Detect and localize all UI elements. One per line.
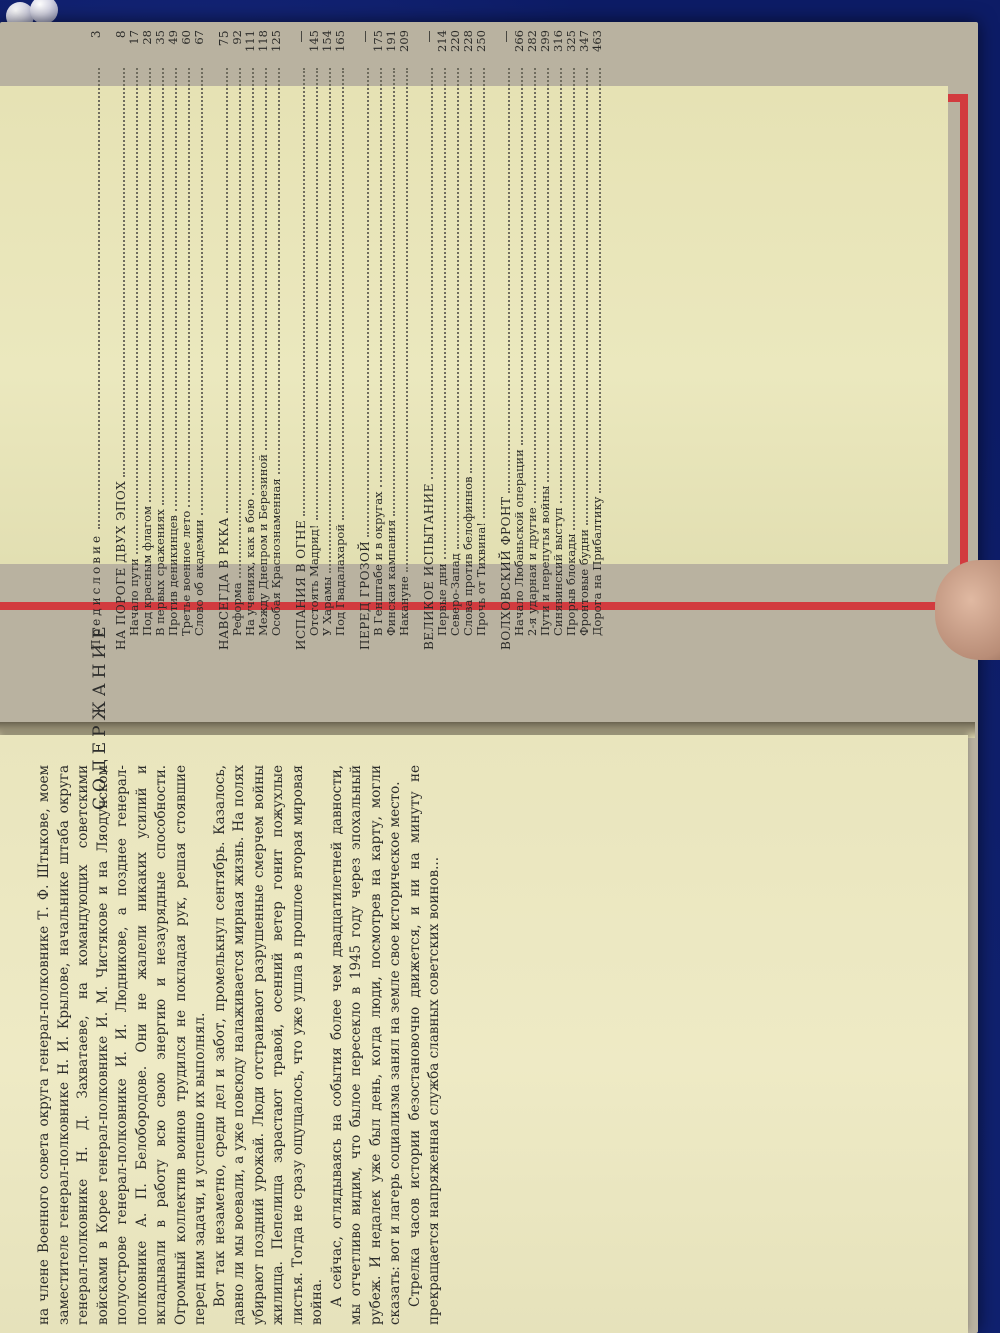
- toc-leader-dots: [168, 68, 177, 511]
- toc-entry-page: 228: [461, 30, 475, 52]
- toc-entry-label: Прорыв блокады: [564, 533, 578, 636]
- toc-entry-label: У Харамы: [320, 576, 334, 636]
- body-text: [35, 765, 555, 1325]
- toc-entry-page: —: [499, 30, 513, 43]
- toc-section-row: [423, 30, 436, 650]
- toc-entry-label: ВОЛХОВСКИЙ ФРОНТ: [499, 496, 513, 650]
- toc-leader-dots: [501, 68, 510, 493]
- toc-entry-label: На учениях, как в бою: [243, 499, 257, 636]
- toc-entry-label: Третье военное лето: [179, 510, 193, 636]
- toc-entry-label: Синявинский выступ: [551, 507, 565, 636]
- toc-entry-page: 17: [127, 30, 141, 45]
- toc-entry-page: 282: [525, 30, 539, 52]
- toc-entry-label: Особая Краснознаменная: [269, 478, 283, 636]
- toc-leader-dots: [116, 68, 125, 477]
- toc-leader-dots: [566, 68, 575, 530]
- toc-entry-label: ВЕЛИКОЕ ИСПЫТАНИЕ: [422, 483, 436, 650]
- toc-leader-dots: [579, 68, 588, 525]
- toc-entry-label: 2-я ударная и другие: [525, 507, 539, 636]
- toc-entry-label: Между Днепром и Березиной: [256, 454, 270, 636]
- toc-entry-row: [270, 30, 283, 650]
- toc-entry-label: ПЕРЕД ГРОЗОЙ: [358, 540, 372, 650]
- toc-entry-label: В первых сражениях: [153, 509, 167, 636]
- toc-entry-label: Против деникинцев: [166, 515, 180, 636]
- toc-entry-label: Финская кампания: [384, 519, 398, 636]
- toc-entry-page: 299: [538, 30, 552, 52]
- toc-entry-label: Под Гвадалахарой: [333, 523, 347, 636]
- toc-leader-dots: [194, 68, 203, 515]
- body-paragraph: на члене Военного совета округа генерал-полковнике Т. Ф. Штыкове, моем заместителе генерал-полковнике Н. И. Крылове, начальнике штаба округа генерал-полковнике Н. Д. Захватаеве, на командующих советскими войсками в Корее генерал-полковнике И. М. Чистякове и на Ляодунском полуострове генерал-полковнике И. И. Людникове, а позднее генерал-полковнике А. П. Белобородове. Они не жалели никаких усилий и вкладывали в работу всю свою энергию и незаурядные способности. Огромный коллектив воинов трудился не покладая рук, решая стоявшие перед ним задачи, и успешно их выполнял.: [36, 765, 208, 1325]
- toc-leader-dots: [399, 68, 408, 572]
- toc-entry-page: 154: [320, 30, 334, 52]
- toc-entry-page: 347: [577, 30, 591, 52]
- toc-entry-row: [193, 30, 206, 650]
- toc-entry-page: 316: [551, 30, 565, 52]
- toc-leader-dots: [514, 68, 523, 445]
- toc-entry-label: Пути и перепутья войны: [538, 485, 552, 636]
- toc-entry-page: 250: [474, 30, 488, 52]
- toc-leader-dots: [181, 68, 190, 507]
- toc-entry-page: —: [294, 30, 308, 43]
- toc-entry-label: В Генштабе и в округах: [371, 491, 385, 636]
- toc-entry-page: 60: [179, 30, 193, 45]
- toc-entry-page: 463: [590, 30, 604, 52]
- toc-leader-dots: [373, 68, 382, 487]
- toc-entry-page: 28: [140, 30, 154, 45]
- toc-entry-page: 145: [307, 30, 321, 52]
- toc-entry-label: Дорога на Прибалтику: [590, 496, 604, 636]
- toc-leader-dots: [155, 68, 164, 505]
- toc-entry-label: Слово об академии: [192, 519, 206, 636]
- toc-entry-page: 191: [384, 30, 398, 52]
- toc-entry-page: 67: [192, 30, 206, 45]
- toc-entry-label: Предисловие: [89, 532, 103, 650]
- toc-entry-row: [398, 30, 411, 650]
- toc-leader-dots: [258, 68, 267, 450]
- toc-entry-label: Начало Любаньской операции: [512, 449, 526, 636]
- toc-entry-page: 49: [166, 30, 180, 45]
- toc-leader-dots: [129, 68, 138, 554]
- toc-leader-dots: [463, 68, 472, 473]
- toc-leader-dots: [553, 68, 562, 503]
- toc-entry-row: [591, 30, 604, 650]
- body-paragraph: Вот так незаметно, среди дел и забот, промелькнул сентябрь. Казалось, давно ли мы воевали, а уже повсюду налаживается мирная жизнь. На полях убирают поздний урожай. Люди отстраивают разрушенные смерчем войны жилища. Пепелища зарастают травой, осенний ветер гонит пожухлые листья. Тогда не сразу ощущалось, что уже ушла в прошлое вторая мировая война.: [211, 765, 325, 1325]
- toc-leader-dots: [527, 68, 536, 503]
- toc-entry-page: 92: [230, 30, 244, 45]
- toc-leader-dots: [91, 68, 100, 529]
- toc-title: СОДЕРЖАНИЕ: [90, 621, 110, 810]
- toc-leader-dots: [271, 68, 280, 474]
- table-of-contents: [89, 30, 850, 810]
- toc-entry-page: 220: [448, 30, 462, 52]
- toc-entry-page: 209: [397, 30, 411, 52]
- toc-entry-page: 111: [243, 30, 257, 52]
- toc-leader-dots: [219, 68, 228, 513]
- toc-entry-page: 125: [269, 30, 283, 52]
- toc-entry-page: 8: [114, 30, 128, 39]
- toc-leader-dots: [322, 68, 331, 573]
- toc-entry-page: 266: [512, 30, 526, 52]
- toc-leader-dots: [142, 68, 151, 502]
- toc-entry-row: [475, 30, 488, 650]
- body-paragraph: А сейчас, оглядываясь на события более чем двадцатилетней давности, мы отчетливо видим, что былое пересекло в 1945 году через эпохальный рубеж. И недалек уже был день, когда люди, посмотрев на карту, могли сказать: вот и лагерь социализма занял на земле свое историческое место.: [328, 765, 403, 1325]
- toc-entry-page: 165: [333, 30, 347, 52]
- toc-entry-page: 118: [256, 30, 270, 52]
- toc-entry-page: 175: [371, 30, 385, 52]
- toc-entry-label: Фронтовые будни: [577, 529, 591, 636]
- toc-entry-row: [308, 30, 321, 650]
- toc-entry-page: 214: [435, 30, 449, 52]
- toc-leader-dots: [437, 68, 446, 559]
- toc-entry-label: Накануне: [397, 576, 411, 636]
- toc-entry-page: 325: [564, 30, 578, 52]
- toc-entry-label: Начало пути: [127, 558, 141, 636]
- toc-entry-label: ИСПАНИЯ В ОГНЕ: [294, 519, 308, 650]
- toc-entry-label: Северо-Запад: [448, 553, 462, 636]
- toc-leader-dots: [309, 68, 318, 521]
- toc-list: [90, 30, 604, 650]
- toc-entry-label: Прочь от Тихвина!: [474, 522, 488, 636]
- toc-leader-dots: [232, 68, 241, 578]
- toc-leader-dots: [592, 68, 601, 493]
- toc-section-row: [90, 30, 103, 650]
- toc-leader-dots: [450, 68, 459, 549]
- toc-entry-label: Отстоять Мадрид!: [307, 524, 321, 636]
- toc-leader-dots: [245, 68, 254, 495]
- toc-leader-dots: [296, 68, 305, 516]
- toc-leader-dots: [476, 68, 485, 518]
- toc-leader-dots: [335, 68, 344, 520]
- toc-entry-label: НА ПОРОГЕ ДВУХ ЭПОХ: [114, 480, 128, 650]
- toc-leader-dots: [360, 68, 369, 537]
- toc-entry-row: [385, 30, 398, 650]
- toc-entry-label: НАВСЕГДА В РККА: [217, 517, 231, 650]
- toc-entry-label: Первые дни: [435, 563, 449, 636]
- toc-section-row: [218, 30, 231, 650]
- body-paragraph: Стрелка часов истории безостановочно движется, и ни на минуту не прекращается напряженная служба славных советских воинов...: [406, 765, 442, 1325]
- toc-entry-page: —: [422, 30, 436, 43]
- toc-entry-label: Под красным флагом: [140, 505, 154, 636]
- toc-leader-dots: [424, 68, 433, 479]
- toc-entry-label: Слова против белофиннов: [461, 476, 475, 636]
- toc-entry-page: 3: [89, 30, 103, 39]
- toc-leader-dots: [540, 68, 549, 482]
- toc-section-row: [115, 30, 128, 650]
- toc-entry-label: Реформа: [230, 582, 244, 636]
- toc-entry-page: —: [358, 30, 372, 43]
- toc-entry-page: 75: [217, 30, 231, 47]
- toc-entry-page: 35: [153, 30, 167, 45]
- toc-entry-row: [334, 30, 347, 650]
- toc-leader-dots: [386, 68, 395, 516]
